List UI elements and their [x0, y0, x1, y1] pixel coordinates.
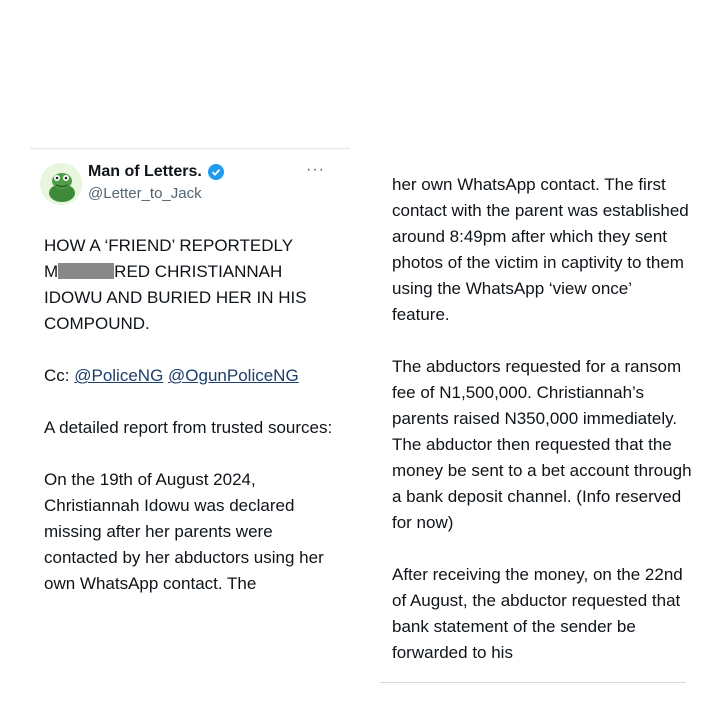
- headline-line-2-prefix: M: [44, 262, 59, 281]
- avatar[interactable]: [40, 163, 82, 205]
- tweet-body: [44, 233, 350, 623]
- headline-line-4: COMPOUND.: [44, 314, 150, 333]
- continuation-body: [392, 172, 692, 692]
- continuation-paragraph-2: The abductors requested for a ransom fee of N1,500,000. Christiannah’s parents raised N350,000 immediately. The abductor then requested that the money be sent to a bet account through a bank deposit channel. (Info reserved for now): [392, 357, 692, 532]
- headline-line-1: HOW A ‘FRIEND’ REPORTEDLY: [44, 236, 294, 255]
- author-handle[interactable]: @Letter_to_Jack: [88, 185, 202, 202]
- mention-ogun-police-ng[interactable]: @OgunPoliceNG: [168, 366, 299, 385]
- tweet-card: [30, 148, 350, 619]
- display-name[interactable]: Man of Letters.: [88, 163, 202, 180]
- continuation-paragraph-3: After receiving the money, on the 22nd of August, the abductor requested that bank statement of the sender be forwarded to his: [392, 565, 683, 662]
- mention-police-ng[interactable]: @PoliceNG: [74, 366, 164, 385]
- cc-line: [44, 363, 350, 389]
- frog-avatar-icon: [40, 163, 82, 205]
- cc-label: Cc:: [44, 366, 70, 385]
- headline-line-2-suffix: RED CHRISTIANNAH: [114, 262, 283, 281]
- headline: [44, 233, 350, 337]
- intro-paragraph: A detailed report from trusted sources:: [44, 418, 333, 437]
- redaction-block: [58, 263, 114, 279]
- headline-line-3: IDOWU AND BURIED HER IN HIS: [44, 288, 307, 307]
- author-name[interactable]: [88, 163, 224, 181]
- more-options-icon[interactable]: ···: [306, 161, 325, 178]
- continuation-paragraph-1: her own WhatsApp contact. The first contact with the parent was established around 8:49pm after which they sent photos of the victim in captivity to them using the WhatsApp ‘view once’ feature.: [392, 175, 689, 324]
- story-paragraph-1: On the 19th of August 2024, Christiannah Idowu was declared missing after her parents were contacted by her abductors using her own WhatsApp contact. The: [44, 470, 324, 593]
- continuation-card: [380, 156, 692, 683]
- verified-badge-icon: [208, 164, 224, 180]
